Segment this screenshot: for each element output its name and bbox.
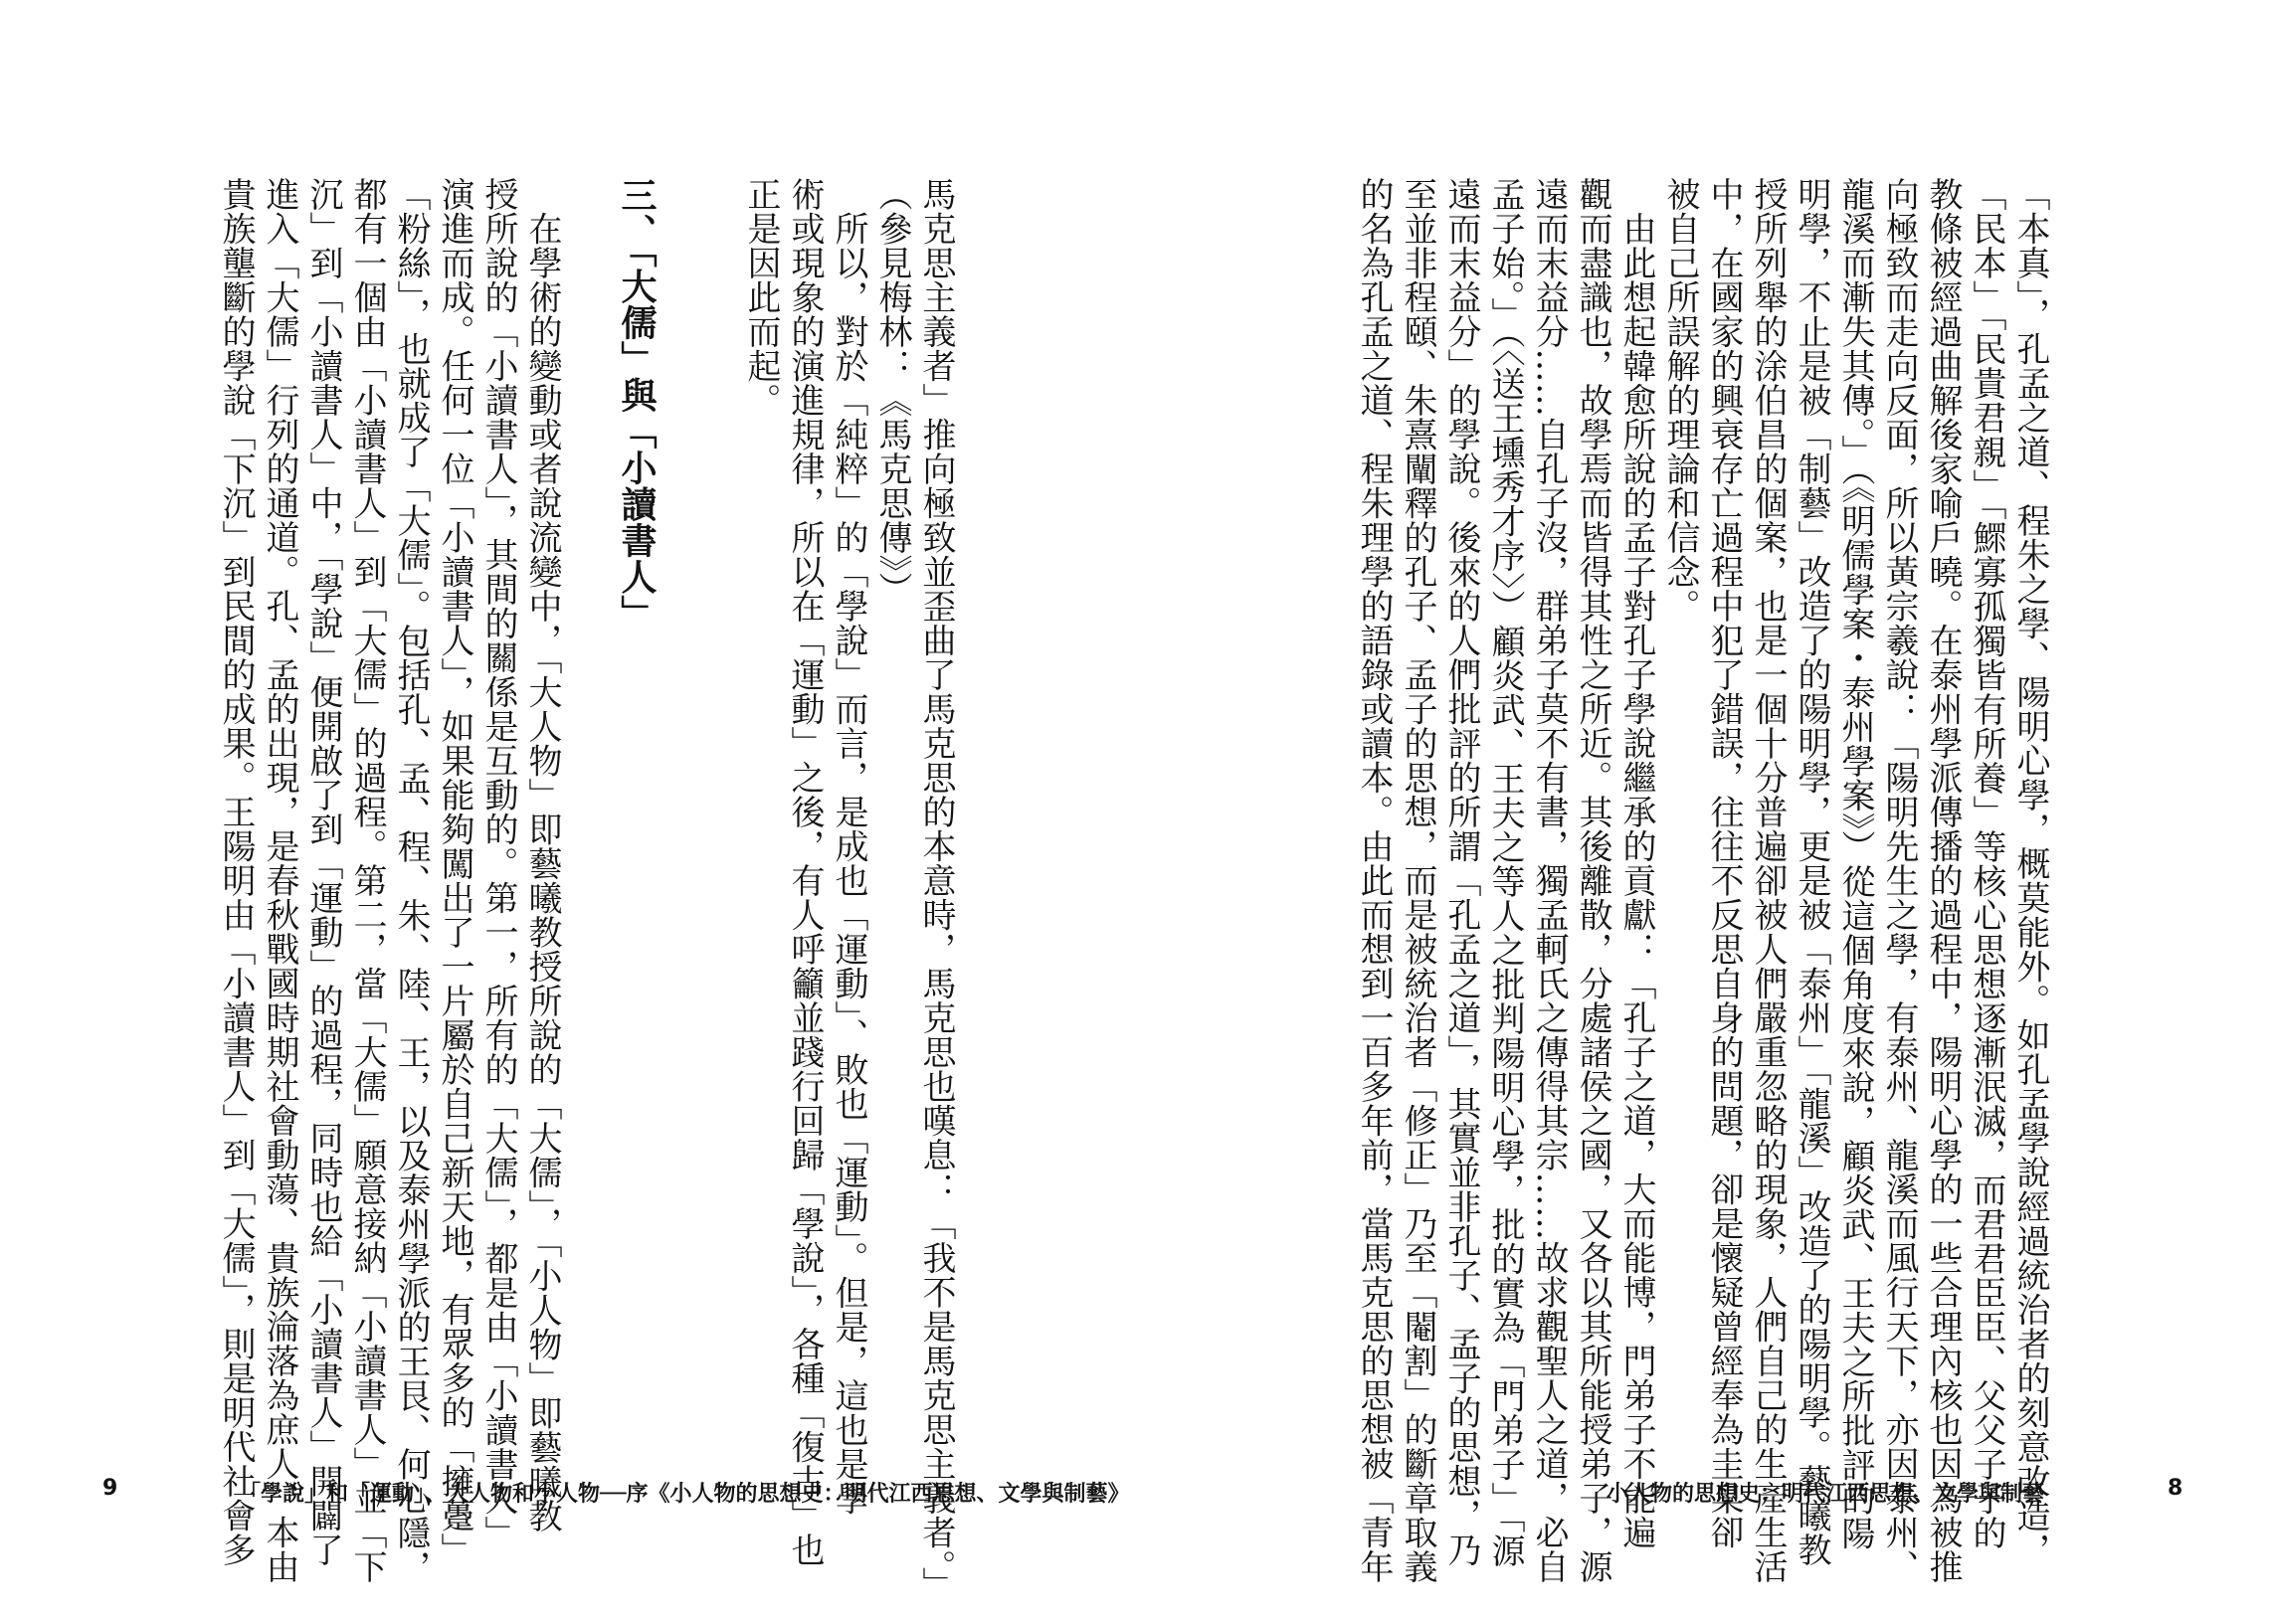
text-column: 由此想起韓愈所說的孟子對孔子學說繼承的貢獻：「孔子之道，大而能博，門弟子不能遍 bbox=[1616, 177, 1656, 1549]
running-head: 「學說」和「運動」、大人物和小人物──序《小人物的思想史：明代江西思想、文學與制藝》 bbox=[239, 1481, 1130, 1507]
text-column: 貴族壟斷的學說「下沉」到民間的成果。王陽明由「小讀書人」到「大儒」，則是明代社會多 bbox=[216, 177, 256, 1567]
text-column: 進入「大儒」行列的通道。孔、孟的出現，是春秋戰國時期社會動蕩、貴族淪落為庶人、本由 bbox=[260, 177, 299, 1584]
page-number: 9 bbox=[102, 1476, 118, 1501]
text-column: 遠而末益分」的學說。後來的人們批評的所謂「孔孟之道」，其實並非孔子、孟子的思想，乃 bbox=[1441, 177, 1481, 1567]
text-column: 所以，對於「純粹」的「學說」而言，是成也「運動」、敗也「運動」。但是，這也是學 bbox=[829, 177, 868, 1516]
text-column: 遠而末益分……自孔子沒，群弟子莫不有書，獨孟軻氏之傳得其宗……故求觀聖人之道，必自 bbox=[1529, 177, 1569, 1584]
right-page bbox=[1135, 0, 2271, 1624]
text-column: 至並非程頤、朱熹闡釋的孔子、孟子的思想，而是被統治者「修正」乃至「閹割」的斷章取義 bbox=[1398, 177, 1437, 1584]
page-number: 8 bbox=[2168, 1476, 2183, 1501]
text-column: 在學術的變動或者說流變中，「大人物」即藝曦教授所說的「大儒」，「小人物」即藝曦教 bbox=[522, 177, 562, 1534]
text-column: 沉」到「小讀書人」中，「學說」便開啟了到「運動」的過程，同時也給「小讀書人」開闢了 bbox=[303, 177, 343, 1567]
text-column: 龍溪而漸失其傳。」（《明儒學案・泰州學案》）從這個角度來說，顧炎武、王夫之所批評的陽 bbox=[1835, 177, 1875, 1550]
text-column: 術或現象的演進規律，所以在「運動」之後，有人呼籲並踐行回歸「學說」，各種「復古」也 bbox=[785, 177, 825, 1567]
text-column: （參見梅林：《馬克思傳》） bbox=[872, 177, 912, 607]
text-column: 授所說的「小讀書人」，其間的關係是互動的。第一，所有的「大儒」，都是由「小讀書人」 bbox=[478, 177, 518, 1550]
text-column: 觀而盡識也，故學焉而皆得其性之所近。其後離散，分處諸侯之國，又各以其所能授弟子，源 bbox=[1573, 177, 1612, 1584]
running-head: 小人物的思想史：明代江西思想、文學與制藝 bbox=[1607, 1481, 2045, 1507]
text-column: 孟子始。」（〈送王壎秀才序〉）顧炎武、王夫之等人之批判陽明心學，批的實為「門弟子」「源 bbox=[1485, 177, 1525, 1568]
text-column: 向極致而走向反面，所以黃宗羲說：「陽明先生之學，有泰州、龍溪而風行天下，亦因泰州、 bbox=[1879, 177, 1919, 1584]
text-column: 中，在國家的興衰存亡過程中犯了錯誤，往往不反思自身的問題，卻是懷疑曾經奉為圭臬卻 bbox=[1704, 177, 1744, 1549]
text-column: 正是因此而起。 bbox=[741, 177, 781, 418]
text-column: 演進而成。任何一位「小讀書人」，如果能夠闖出了一片屬於自己新天地，有眾多的「擁躉」 bbox=[435, 177, 474, 1567]
text-column: 教條被經過曲解後家喻戶曉。在泰州學派傳播的過程中，陽明心學的一些合理內核也因為被推 bbox=[1923, 177, 1963, 1584]
text-column: 都有一個由「小讀書人」到「大儒」的過程。第二，當「大儒」願意接納「小讀書人」並「下 bbox=[347, 177, 387, 1584]
text-column: 「粉絲」，也就成了「大儒」。包括孔、孟、程、朱、陸、王，以及泰州學派的王艮、何心隱， bbox=[391, 177, 431, 1584]
text-column: 馬克思主義者」推向極致並歪曲了馬克思的本意時，馬克思也嘆息：「我不是馬克思主義者。」 bbox=[916, 177, 956, 1601]
text-column: 的名為孔孟之道、程朱理學的語錄或讀本。由此而想到一百多年前，當馬克思的思想被「青年 bbox=[1354, 177, 1394, 1584]
text-column: 「民本」「民貴君親」「鰥寡孤獨皆有所養」等核心思想逐漸泯滅，而君君臣臣、父父子子的 bbox=[1967, 177, 2006, 1550]
text-column: 明學，不止是被「制藝」改造了的陽明學，更是被「泰州」「龍溪」改造了的陽明學。藝曦教 bbox=[1792, 177, 1831, 1567]
section-heading: 三、「大儒」與「小讀書人」 bbox=[616, 177, 658, 632]
text-column: 被自己所誤解的理論和信念。 bbox=[1660, 177, 1700, 624]
text-column: 「本真」，孔孟之道、程朱之學、陽明心學，概莫能外。如孔孟學說經過統治者的刻意改造， bbox=[2010, 177, 2050, 1567]
text-column: 授所列舉的涂伯昌的個案，也是一個十分普遍卻被人們嚴重忽略的現象，人們自己的生產生活 bbox=[1748, 177, 1788, 1584]
left-page bbox=[0, 0, 1135, 1624]
